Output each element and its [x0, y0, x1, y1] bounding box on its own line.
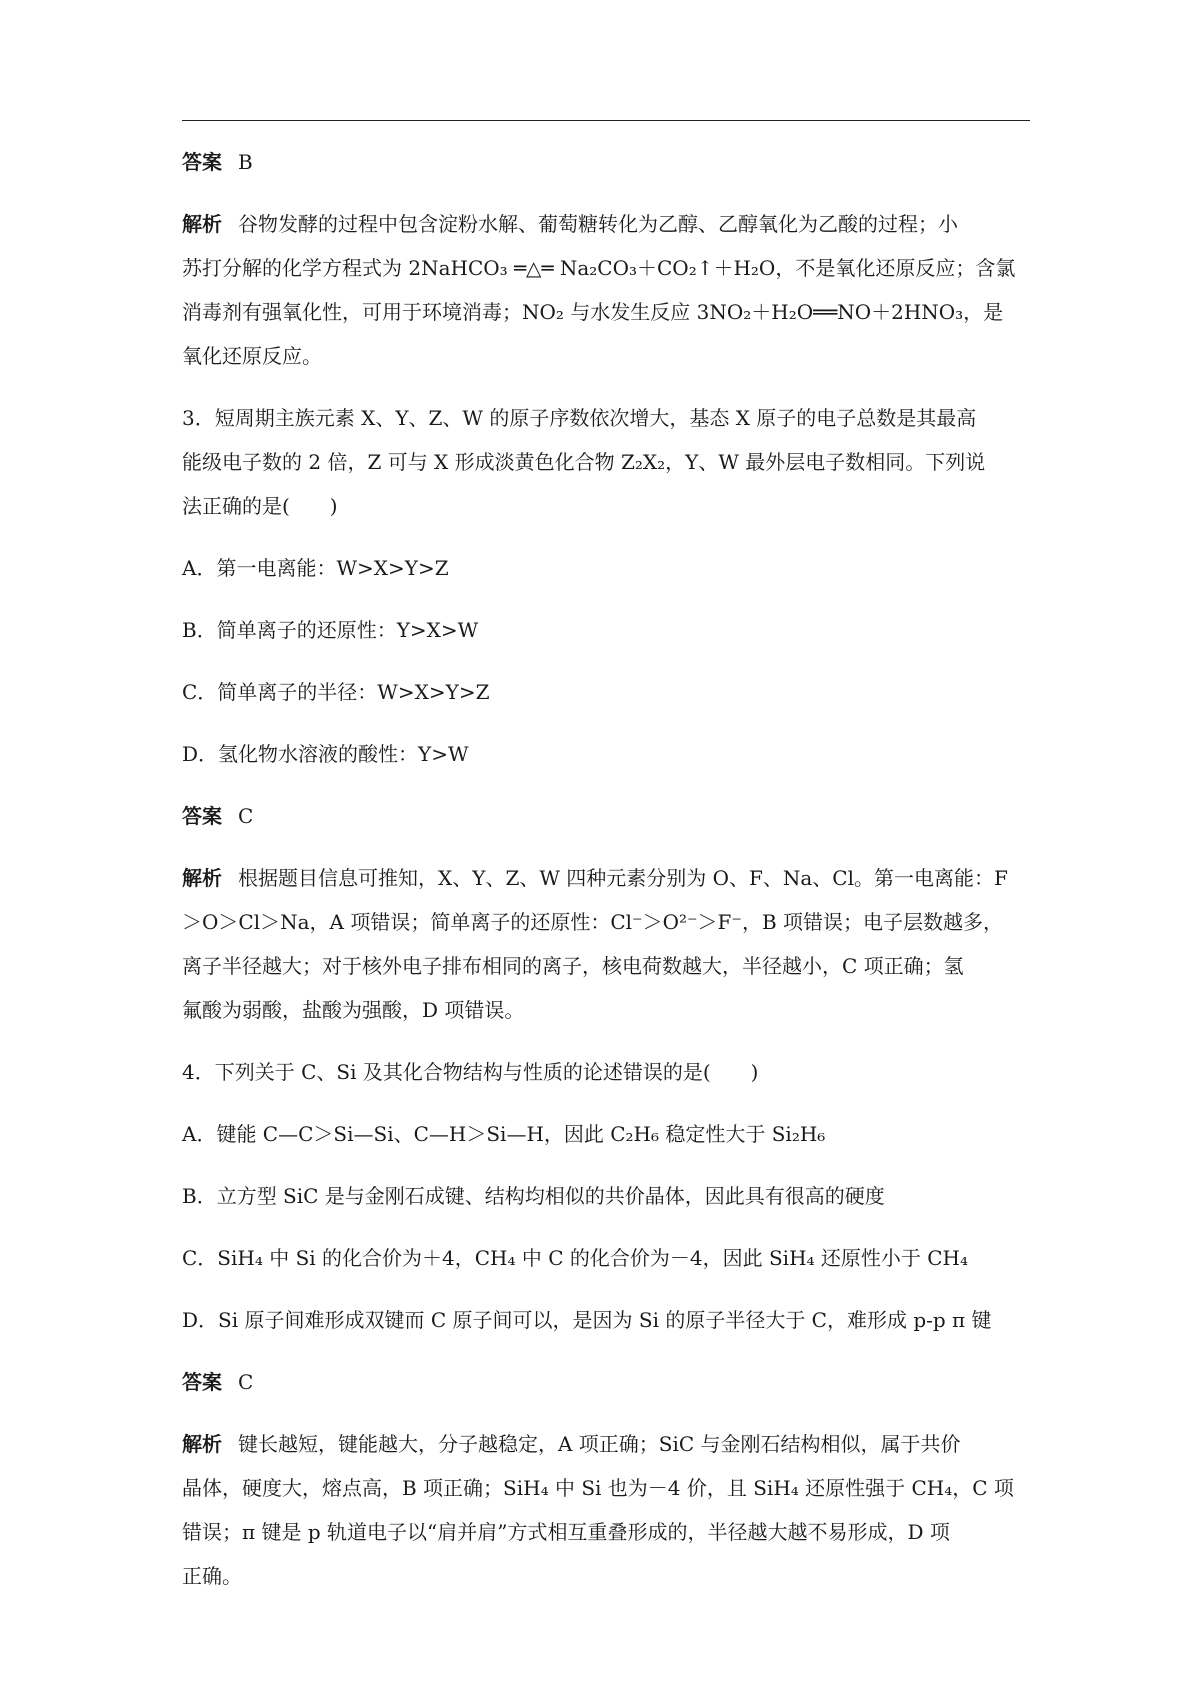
analysis-label: 解析 — [182, 866, 222, 890]
option-text: B．立方型 SiC 是与金刚石成键、结构均相似的共价晶体，因此具有很高的硬度 — [182, 1184, 885, 1208]
analysis-line — [182, 334, 1030, 378]
analysis-line — [182, 944, 1030, 988]
question-text: 法正确的是( ) — [182, 494, 338, 518]
option-block — [182, 1174, 1030, 1218]
analysis-line — [182, 988, 1030, 1032]
option-block — [182, 546, 1030, 590]
option-text: B．简单离子的还原性：Y>X>W — [182, 618, 479, 642]
document-content — [182, 140, 1030, 1616]
option-block — [182, 608, 1030, 652]
option-line — [182, 1112, 1030, 1156]
option-text: D．氢化物水溶液的酸性：Y>W — [182, 742, 469, 766]
option-text: C．简单离子的半径：W>X>Y>Z — [182, 680, 490, 704]
answer-line — [182, 140, 1030, 184]
question-line — [182, 484, 1030, 528]
question-block — [182, 396, 1030, 528]
question-text: 3．短周期主族元素 X、Y、Z、W 的原子序数依次增大，基态 X 原子的电子总数是其最高 — [182, 406, 977, 430]
answer-text: B — [238, 150, 253, 174]
option-text: A．键能 C—C＞Si—Si、C—H＞Si—H，因此 C₂H₆ 稳定性大于 Si₂H₆ — [182, 1122, 826, 1146]
analysis-line — [182, 1422, 1030, 1466]
analysis-text: 晶体，硬度大，熔点高，B 项正确；SiH₄ 中 Si 也为－4 价，且 SiH₄ 还原性强于 CH₄，C 项 — [182, 1476, 1014, 1500]
option-line — [182, 546, 1030, 590]
option-line — [182, 608, 1030, 652]
option-block — [182, 1236, 1030, 1280]
question-line — [182, 1050, 1030, 1094]
answer-block — [182, 140, 1030, 184]
analysis-label: 解析 — [182, 212, 222, 236]
analysis-block — [182, 856, 1030, 1032]
question-block — [182, 1050, 1030, 1094]
option-text: C．SiH₄ 中 Si 的化合价为＋4，CH₄ 中 C 的化合价为－4，因此 SiH₄ 还原性小于 CH₄ — [182, 1246, 969, 1270]
question-text: 能级电子数的 2 倍，Z 可与 X 形成淡黄色化合物 Z₂X₂，Y、W 最外层电子数相同。下列说 — [182, 450, 986, 474]
option-block — [182, 670, 1030, 714]
answer-label: 答案 — [182, 804, 222, 828]
answer-block — [182, 794, 1030, 838]
option-line — [182, 1174, 1030, 1218]
option-line — [182, 732, 1030, 776]
answer-text: C — [238, 804, 254, 828]
question-line — [182, 440, 1030, 484]
option-block — [182, 1112, 1030, 1156]
question-text: 4．下列关于 C、Si 及其化合物结构与性质的论述错误的是( ) — [182, 1060, 759, 1084]
answer-label: 答案 — [182, 1370, 222, 1394]
analysis-text: 键长越短，键能越大，分子越稳定，A 项正确；SiC 与金刚石结构相似，属于共价 — [238, 1432, 961, 1456]
analysis-block — [182, 202, 1030, 378]
answer-line — [182, 794, 1030, 838]
analysis-text: 氧化还原反应。 — [182, 344, 322, 368]
analysis-text: 离子半径越大；对于核外电子排布相同的离子，核电荷数越大，半径越小，C 项正确；氢 — [182, 954, 964, 978]
analysis-line — [182, 1466, 1030, 1510]
answer-line — [182, 1360, 1030, 1404]
question-line — [182, 396, 1030, 440]
option-line — [182, 1236, 1030, 1280]
option-block — [182, 732, 1030, 776]
analysis-line — [182, 202, 1030, 246]
analysis-text: 氟酸为弱酸，盐酸为强酸，D 项错误。 — [182, 998, 525, 1022]
analysis-line — [182, 856, 1030, 900]
analysis-line — [182, 900, 1030, 944]
analysis-text: 消毒剂有强氧化性，可用于环境消毒；NO₂ 与水发生反应 3NO₂＋H₂O══NO＋2HNO₃，是 — [182, 300, 1004, 324]
analysis-text: 正确。 — [182, 1564, 242, 1588]
option-line — [182, 1298, 1030, 1342]
analysis-text: 错误；π 键是 p 轨道电子以“肩并肩”方式相互重叠形成的，半径越大越不易形成，D 项 — [182, 1520, 950, 1544]
answer-label: 答案 — [182, 150, 222, 174]
answer-block — [182, 1360, 1030, 1404]
option-line — [182, 670, 1030, 714]
option-text: A．第一电离能：W>X>Y>Z — [182, 556, 449, 580]
analysis-block — [182, 1422, 1030, 1598]
analysis-text: 苏打分解的化学方程式为 2NaHCO₃ ═△═ Na₂CO₃＋CO₂↑＋H₂O，不是氧化还原反应；含氯 — [182, 256, 1016, 280]
analysis-text: 根据题目信息可推知，X、Y、Z、W 四种元素分别为 O、F、Na、Cl。第一电离能：F — [238, 866, 1008, 890]
analysis-line — [182, 1510, 1030, 1554]
top-divider — [182, 120, 1030, 121]
analysis-line — [182, 290, 1030, 334]
analysis-text: 谷物发酵的过程中包含淀粉水解、葡萄糖转化为乙醇、乙醇氧化为乙酸的过程；小 — [238, 212, 958, 236]
option-block — [182, 1298, 1030, 1342]
answer-text: C — [238, 1370, 254, 1394]
analysis-label: 解析 — [182, 1432, 222, 1456]
analysis-line — [182, 1554, 1030, 1598]
option-text: D．Si 原子间难形成双键而 C 原子间可以，是因为 Si 的原子半径大于 C，难形成 p-p π 键 — [182, 1308, 992, 1332]
analysis-line — [182, 246, 1030, 290]
analysis-text: ＞O＞Cl＞Na，A 项错误；简单离子的还原性：Cl⁻＞O²⁻＞F⁻，B 项错误；电子层数越多， — [182, 910, 1004, 934]
